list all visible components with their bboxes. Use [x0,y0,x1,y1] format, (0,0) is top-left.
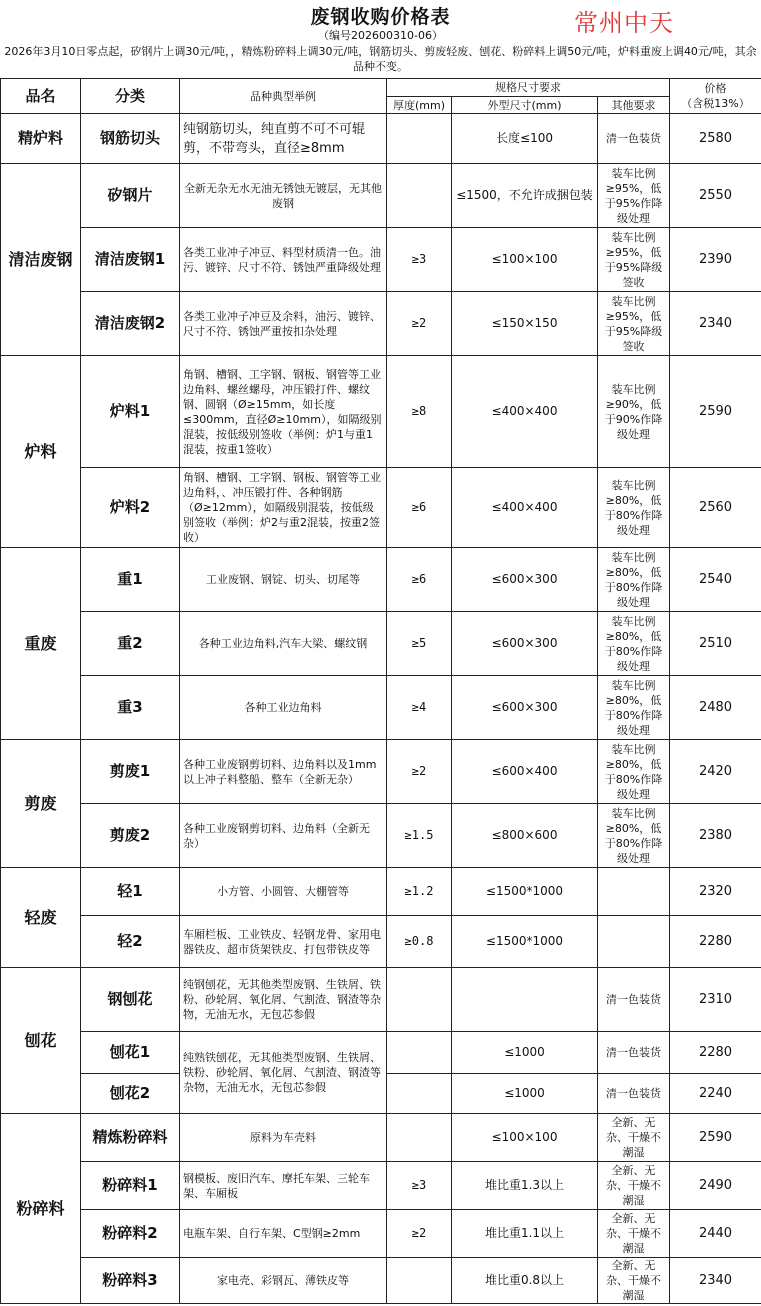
examples-cell: 钢模板、废旧汽车、摩托车架、三轮车架、车厢板 [180,1162,387,1210]
other-req-cell: 装车比例≥80%，低于80%作降级处理 [598,676,670,740]
examples-cell: 纯钢筋切头，纯直剪不可不可辊剪，不带弯头，直径≥8mm [180,114,387,164]
page-title: 废钢收购价格表 [310,6,451,28]
size-cell: ≤1500*1000 [452,868,598,916]
product-name-cell: 轻废 [1,868,81,968]
other-req-cell: 全新、无杂、干燥不潮湿 [598,1114,670,1162]
category-cell: 矽钢片 [81,164,180,228]
examples-cell: 各种工业废钢剪切料、边角料（全新无杂） [180,804,387,868]
size-cell: ≤400×400 [452,468,598,548]
examples-cell: 全新无杂无水无油无锈蚀无镀层，无其他废钢 [180,164,387,228]
table-row [1,1258,761,1304]
document-number: （编号202600310-06） [318,29,443,42]
col-header-size: 外型尺寸(mm) [452,97,598,114]
table-row [1,292,761,356]
examples-cell: 车厢栏板、工业铁皮、轻钢龙骨、家用电器铁皮、超市货架铁皮、打包带铁皮等 [180,916,387,968]
table-row [1,468,761,548]
other-req-cell: 装车比例≥80%，低于80%作降级处理 [598,612,670,676]
thickness-cell: ≥4 [387,676,452,740]
other-req-cell: 清一色装货 [598,1074,670,1114]
examples-cell: 各种工业废钢剪切料、边角料以及1mm以上冲子料整船、整车（全新无杂） [180,740,387,804]
category-cell: 剪废1 [81,740,180,804]
category-cell: 轻2 [81,916,180,968]
category-cell: 重3 [81,676,180,740]
table-row [1,612,761,676]
price-cell: 2490 [670,1162,761,1210]
size-cell: ≤1500*1000 [452,916,598,968]
price-cell: 2540 [670,548,761,612]
examples-cell: 各类工业冲子冲豆、料型材质清一色。油污、镀锌、尺寸不符、锈蚀严重降级处理 [180,228,387,292]
category-cell: 炉料1 [81,356,180,468]
size-cell: ≤150×150 [452,292,598,356]
size-cell: ≤100×100 [452,228,598,292]
price-cell: 2510 [670,612,761,676]
company-brand: 常州中天 [574,9,674,37]
size-cell: ≤400×400 [452,356,598,468]
table-row [1,676,761,740]
thickness-cell: ≥1.2 [387,868,452,916]
thickness-cell: ≥0.8 [387,916,452,968]
thickness-cell [387,968,452,1032]
thickness-cell [387,1258,452,1304]
col-header-product: 品名 [1,79,81,114]
examples-cell: 各类工业冲子冲豆及余料，油污、镀锌、尺寸不符、锈蚀严重按扣杂处理 [180,292,387,356]
table-row [1,1032,761,1074]
table-row [1,1162,761,1210]
category-cell: 清洁废钢2 [81,292,180,356]
examples-cell: 家电壳、彩钢瓦、薄铁皮等 [180,1258,387,1304]
price-cell: 2420 [670,740,761,804]
price-cell: 2340 [670,1258,761,1304]
examples-cell: 角钢、槽钢、工字钢、钢板、钢管等工业边角料、螺丝螺母，冲压锻打件、螺纹钢、圆钢（Ø≥15mm，如长度≤300mm，直径Ø≥10mm），如隔级别混装，按低级别签收（举例：炉1与重1混装，按重1签收） [180,356,387,468]
thickness-cell [387,164,452,228]
other-req-cell: 装车比例≥80%，低于80%作降级处理 [598,804,670,868]
other-req-cell [598,916,670,968]
other-req-cell: 清一色装货 [598,1032,670,1074]
category-cell: 轻1 [81,868,180,916]
thickness-cell: ≥5 [387,612,452,676]
table-row [1,356,761,468]
size-cell [452,968,598,1032]
size-cell: ≤100×100 [452,1114,598,1162]
col-header-price: 价格 （含税13%） [670,79,761,114]
other-req-cell: 清一色装货 [598,968,670,1032]
table-row [1,114,761,164]
table-row [1,164,761,228]
examples-cell: 小方管、小圆管、大棚管等 [180,868,387,916]
category-cell: 重1 [81,548,180,612]
table-row [1,1210,761,1258]
size-cell: ≤600×300 [452,548,598,612]
category-cell: 粉碎料1 [81,1162,180,1210]
examples-cell: 各种工业边角料 [180,676,387,740]
thickness-cell: ≥3 [387,1162,452,1210]
col-header-spec-group: 规格尺寸要求 [387,79,670,97]
size-cell: ≤600×300 [452,612,598,676]
table-row [1,740,761,804]
examples-cell: 原料为车壳料 [180,1114,387,1162]
col-header-other: 其他要求 [598,97,670,114]
price-cell: 2590 [670,1114,761,1162]
size-cell: ≤1000 [452,1074,598,1114]
examples-cell: 角钢、槽钢、工字钢、钢板、钢管等工业边角料，、冲压锻打件、各种钢筋（Ø≥12mm），如隔级别混装，按低级别签收（举例：炉2与重2混装，按重2签收） [180,468,387,548]
price-cell: 2550 [670,164,761,228]
table-row [1,548,761,612]
table-row [1,968,761,1032]
product-name-cell: 重废 [1,548,81,740]
price-cell: 2560 [670,468,761,548]
other-req-cell: 装车比例≥80%，低于80%作降级处理 [598,740,670,804]
category-cell: 炉料2 [81,468,180,548]
other-req-cell: 装车比例≥80%，低于80%作降级处理 [598,468,670,548]
other-req-cell: 装车比例≥95%，低于95%降级签收 [598,228,670,292]
thickness-cell [387,114,452,164]
price-cell: 2590 [670,356,761,468]
price-table [0,78,761,1304]
product-name-cell: 刨花 [1,968,81,1114]
thickness-cell: ≥1.5 [387,804,452,868]
examples-cell: 纯熟铁刨花，无其他类型废钢、生铁屑、铁粉、砂轮屑、氧化屑、气割渣、钢渣等杂物，无油无水，无包芯参假 [180,1032,387,1114]
size-cell: 堆比重0.8以上 [452,1258,598,1304]
category-cell: 重2 [81,612,180,676]
category-cell: 钢筋切头 [81,114,180,164]
size-cell: ≤800×600 [452,804,598,868]
size-cell: 堆比重1.1以上 [452,1210,598,1258]
price-cell: 2240 [670,1074,761,1114]
other-req-cell: 装车比例≥80%，低于80%作降级处理 [598,548,670,612]
table-row [1,804,761,868]
product-name-cell: 炉料 [1,356,81,548]
category-cell: 粉碎料3 [81,1258,180,1304]
other-req-cell: 装车比例≥95%，低于95%降级签收 [598,292,670,356]
thickness-cell: ≥2 [387,740,452,804]
size-cell: ≤1000 [452,1032,598,1074]
thickness-cell [387,1074,452,1114]
category-cell: 刨花1 [81,1032,180,1074]
thickness-cell: ≥3 [387,228,452,292]
category-cell: 粉碎料2 [81,1210,180,1258]
thickness-cell: ≥8 [387,356,452,468]
size-cell: ≤1500，不允许成捆包装 [452,164,598,228]
examples-cell: 工业废钢、钢锭、切头、切尾等 [180,548,387,612]
other-req-cell: 全新、无杂、干燥不潮湿 [598,1258,670,1304]
table-row [1,916,761,968]
col-header-examples: 品种典型举例 [180,79,387,114]
price-cell: 2320 [670,868,761,916]
other-req-cell: 清一色装货 [598,114,670,164]
examples-cell: 各种工业边角料,汽车大梁、螺纹钢 [180,612,387,676]
other-req-cell: 全新、无杂、干燥不潮湿 [598,1210,670,1258]
category-cell: 精炼粉碎料 [81,1114,180,1162]
price-cell: 2440 [670,1210,761,1258]
table-row [1,1114,761,1162]
col-header-thickness: 厚度(mm) [387,97,452,114]
examples-cell: 电瓶车架、自行车架、C型钢≥2mm [180,1210,387,1258]
col-header-category: 分类 [81,79,180,114]
size-cell: ≤600×300 [452,676,598,740]
thickness-cell: ≥6 [387,548,452,612]
product-name-cell: 精炉料 [1,114,81,164]
table-row [1,868,761,916]
size-cell: ≤600×400 [452,740,598,804]
thickness-cell [387,1032,452,1074]
category-cell: 钢刨花 [81,968,180,1032]
price-cell: 2480 [670,676,761,740]
thickness-cell: ≥2 [387,292,452,356]
size-cell: 堆比重1.3以上 [452,1162,598,1210]
price-cell: 2280 [670,1032,761,1074]
price-cell: 2280 [670,916,761,968]
other-req-cell: 装车比例≥95%，低于95%作降级处理 [598,164,670,228]
price-cell: 2380 [670,804,761,868]
price-adjustment-notice: 2026年3月10日零点起，矽钢片上调30元/吨，，精炼粉碎料上调30元/吨，钢筋切头、剪废轻废、刨花、粉碎料上调50元/吨，炉料重废上调40元/吨，其余品种不变。 [4,45,757,73]
price-cell: 2310 [670,968,761,1032]
product-name-cell: 清洁废钢 [1,164,81,356]
table-row [1,228,761,292]
thickness-cell: ≥6 [387,468,452,548]
other-req-cell: 装车比例≥90%，低于90%作降级处理 [598,356,670,468]
examples-cell: 纯钢刨花，无其他类型废钢、生铁屑、铁粉、砂轮屑、氧化屑、气割渣、钢渣等杂物，无油无水，无包芯参假 [180,968,387,1032]
product-name-cell: 剪废 [1,740,81,868]
price-cell: 2340 [670,292,761,356]
other-req-cell [598,868,670,916]
category-cell: 清洁废钢1 [81,228,180,292]
thickness-cell: ≥2 [387,1210,452,1258]
category-cell: 刨花2 [81,1074,180,1114]
page-header [0,0,761,78]
product-name-cell: 粉碎料 [1,1114,81,1304]
price-cell: 2390 [670,228,761,292]
size-cell: 长度≤100 [452,114,598,164]
price-cell: 2580 [670,114,761,164]
other-req-cell: 全新、无杂、干燥不潮湿 [598,1162,670,1210]
category-cell: 剪废2 [81,804,180,868]
thickness-cell [387,1114,452,1162]
